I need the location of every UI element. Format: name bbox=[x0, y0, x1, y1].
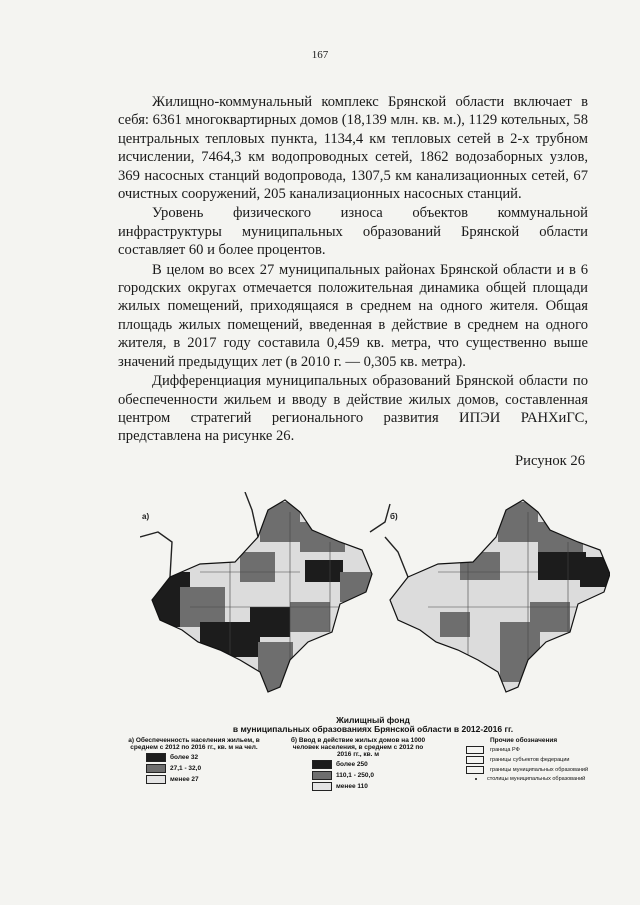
swatch-dark bbox=[312, 760, 332, 769]
map-a-letter: а) bbox=[142, 512, 150, 521]
legend-a-item-3 bbox=[146, 775, 260, 784]
border-municipal-swatch bbox=[466, 766, 484, 774]
legend-a-item-1-label: более 32 bbox=[170, 754, 199, 761]
legend-columns bbox=[128, 737, 618, 797]
legend-a-item-3-label: менее 27 bbox=[170, 776, 199, 783]
legend-b-item-3-label: менее 110 bbox=[336, 783, 368, 790]
legend-a-item-1 bbox=[146, 753, 260, 762]
legend-col-a-head: а) Обеспеченность населения жильем, в среднем с 2012 по 2016 гг., кв. м на чел. bbox=[128, 737, 260, 751]
border-rf-a bbox=[140, 532, 172, 577]
map-b bbox=[385, 492, 610, 720]
paragraph-2: Уровень физического износа объектов коммунальной инфраструктуры муниципальных образований Брянской области составляет 60 и более процентов. bbox=[118, 205, 588, 259]
legend-b-item-2 bbox=[312, 771, 428, 780]
legend-c-item-1 bbox=[466, 746, 618, 754]
legend-c-item-3-label: границы муниципальных образований bbox=[490, 767, 589, 773]
maps-figure bbox=[140, 492, 610, 720]
legend-col-b-head: б) Ввод в действие жилых домов на 1000 человек населения, в среднем с 2012 по 2016 гг., кв. м bbox=[290, 737, 426, 758]
capital-dot-icon bbox=[475, 778, 477, 780]
legend-col-c-head: Прочие обозначения bbox=[490, 737, 558, 744]
legend-col-b bbox=[288, 737, 428, 791]
legend-b-item-2-label: 110,1 - 250,0 bbox=[336, 772, 374, 779]
legend-b-item-1-label: более 250 bbox=[336, 761, 368, 768]
swatch-dark bbox=[146, 753, 166, 762]
legend-c-item-3 bbox=[466, 766, 618, 774]
map-b-letter: б) bbox=[390, 512, 398, 521]
paragraph-3: В целом во всех 27 муниципальных районах Брянской области и в 6 городских округах отмечается положительная динамика общей площади жилых помещений, приходящаяся в среднем на одного жителя. Общая площадь жилых помещений, введенная в действие в среднем на одного жителя, в 2017 году составила 0,459 кв. метра, что существенно выше значений предыдущих лет (в 2010 г. — 0,305 кв. метра). bbox=[118, 261, 588, 370]
legend-c-item-4 bbox=[466, 776, 618, 782]
legend-title-line-2: в муниципальных образованиях Брянской области в 2012-2016 гг. bbox=[232, 724, 514, 734]
paragraph-1: Жилищно-коммунальный комплекс Брянской области включает в себя: 6361 многоквартирных домов (18,139 млн. кв. м.), 1129 котельных, 58 центральных тепловых пункта, 1134,4 км тепловых сетей в 2-х трубном исчислении, 7464,3 км водопроводных сетей, 1862 водозаборных узлов, 369 насосных станций водопровода, 1307,5 км канализационных сетей, 67 очистных сооружений, 205 канализационных насосных станций. bbox=[118, 94, 588, 203]
legend-c-item-2-label: границы субъектов федерации bbox=[490, 757, 570, 763]
legend bbox=[128, 716, 618, 797]
swatch-light bbox=[146, 775, 166, 784]
legend-c-item-1-label: граница РФ bbox=[490, 747, 520, 753]
body-text bbox=[118, 93, 588, 447]
legend-col-a bbox=[128, 737, 260, 784]
border-rf-b bbox=[385, 537, 408, 577]
figure-label: Рисунок 26 bbox=[515, 453, 585, 469]
legend-a-item-2 bbox=[146, 764, 260, 773]
legend-b-item-3 bbox=[312, 782, 428, 791]
swatch-mid bbox=[312, 771, 332, 780]
legend-col-c bbox=[466, 737, 618, 782]
legend-title-line-1: Жилищный фонд bbox=[336, 715, 410, 725]
border-subject-swatch bbox=[466, 756, 484, 764]
legend-c-item-2 bbox=[466, 756, 618, 764]
border-rf-a3 bbox=[370, 504, 390, 532]
region-maps bbox=[140, 492, 610, 720]
swatch-mid bbox=[146, 764, 166, 773]
legend-b-item-1 bbox=[312, 760, 428, 769]
page-number: 167 bbox=[311, 49, 329, 61]
border-rf-swatch bbox=[466, 746, 484, 754]
map-a bbox=[140, 492, 380, 720]
legend-title bbox=[128, 716, 618, 734]
border-rf-a2 bbox=[245, 492, 258, 537]
legend-c-item-4-label: столицы муниципальных образований bbox=[487, 776, 586, 782]
paragraph-4: Дифференциация муниципальных образований Брянской области по обеспеченности жильем и вводу в действие жилых домов, составленная центром стратегий регионального развития ИПЭИ РАНХиГС, представлена на рисунке 26. bbox=[118, 373, 588, 445]
legend-a-item-2-label: 27,1 - 32,0 bbox=[170, 765, 202, 772]
swatch-light bbox=[312, 782, 332, 791]
